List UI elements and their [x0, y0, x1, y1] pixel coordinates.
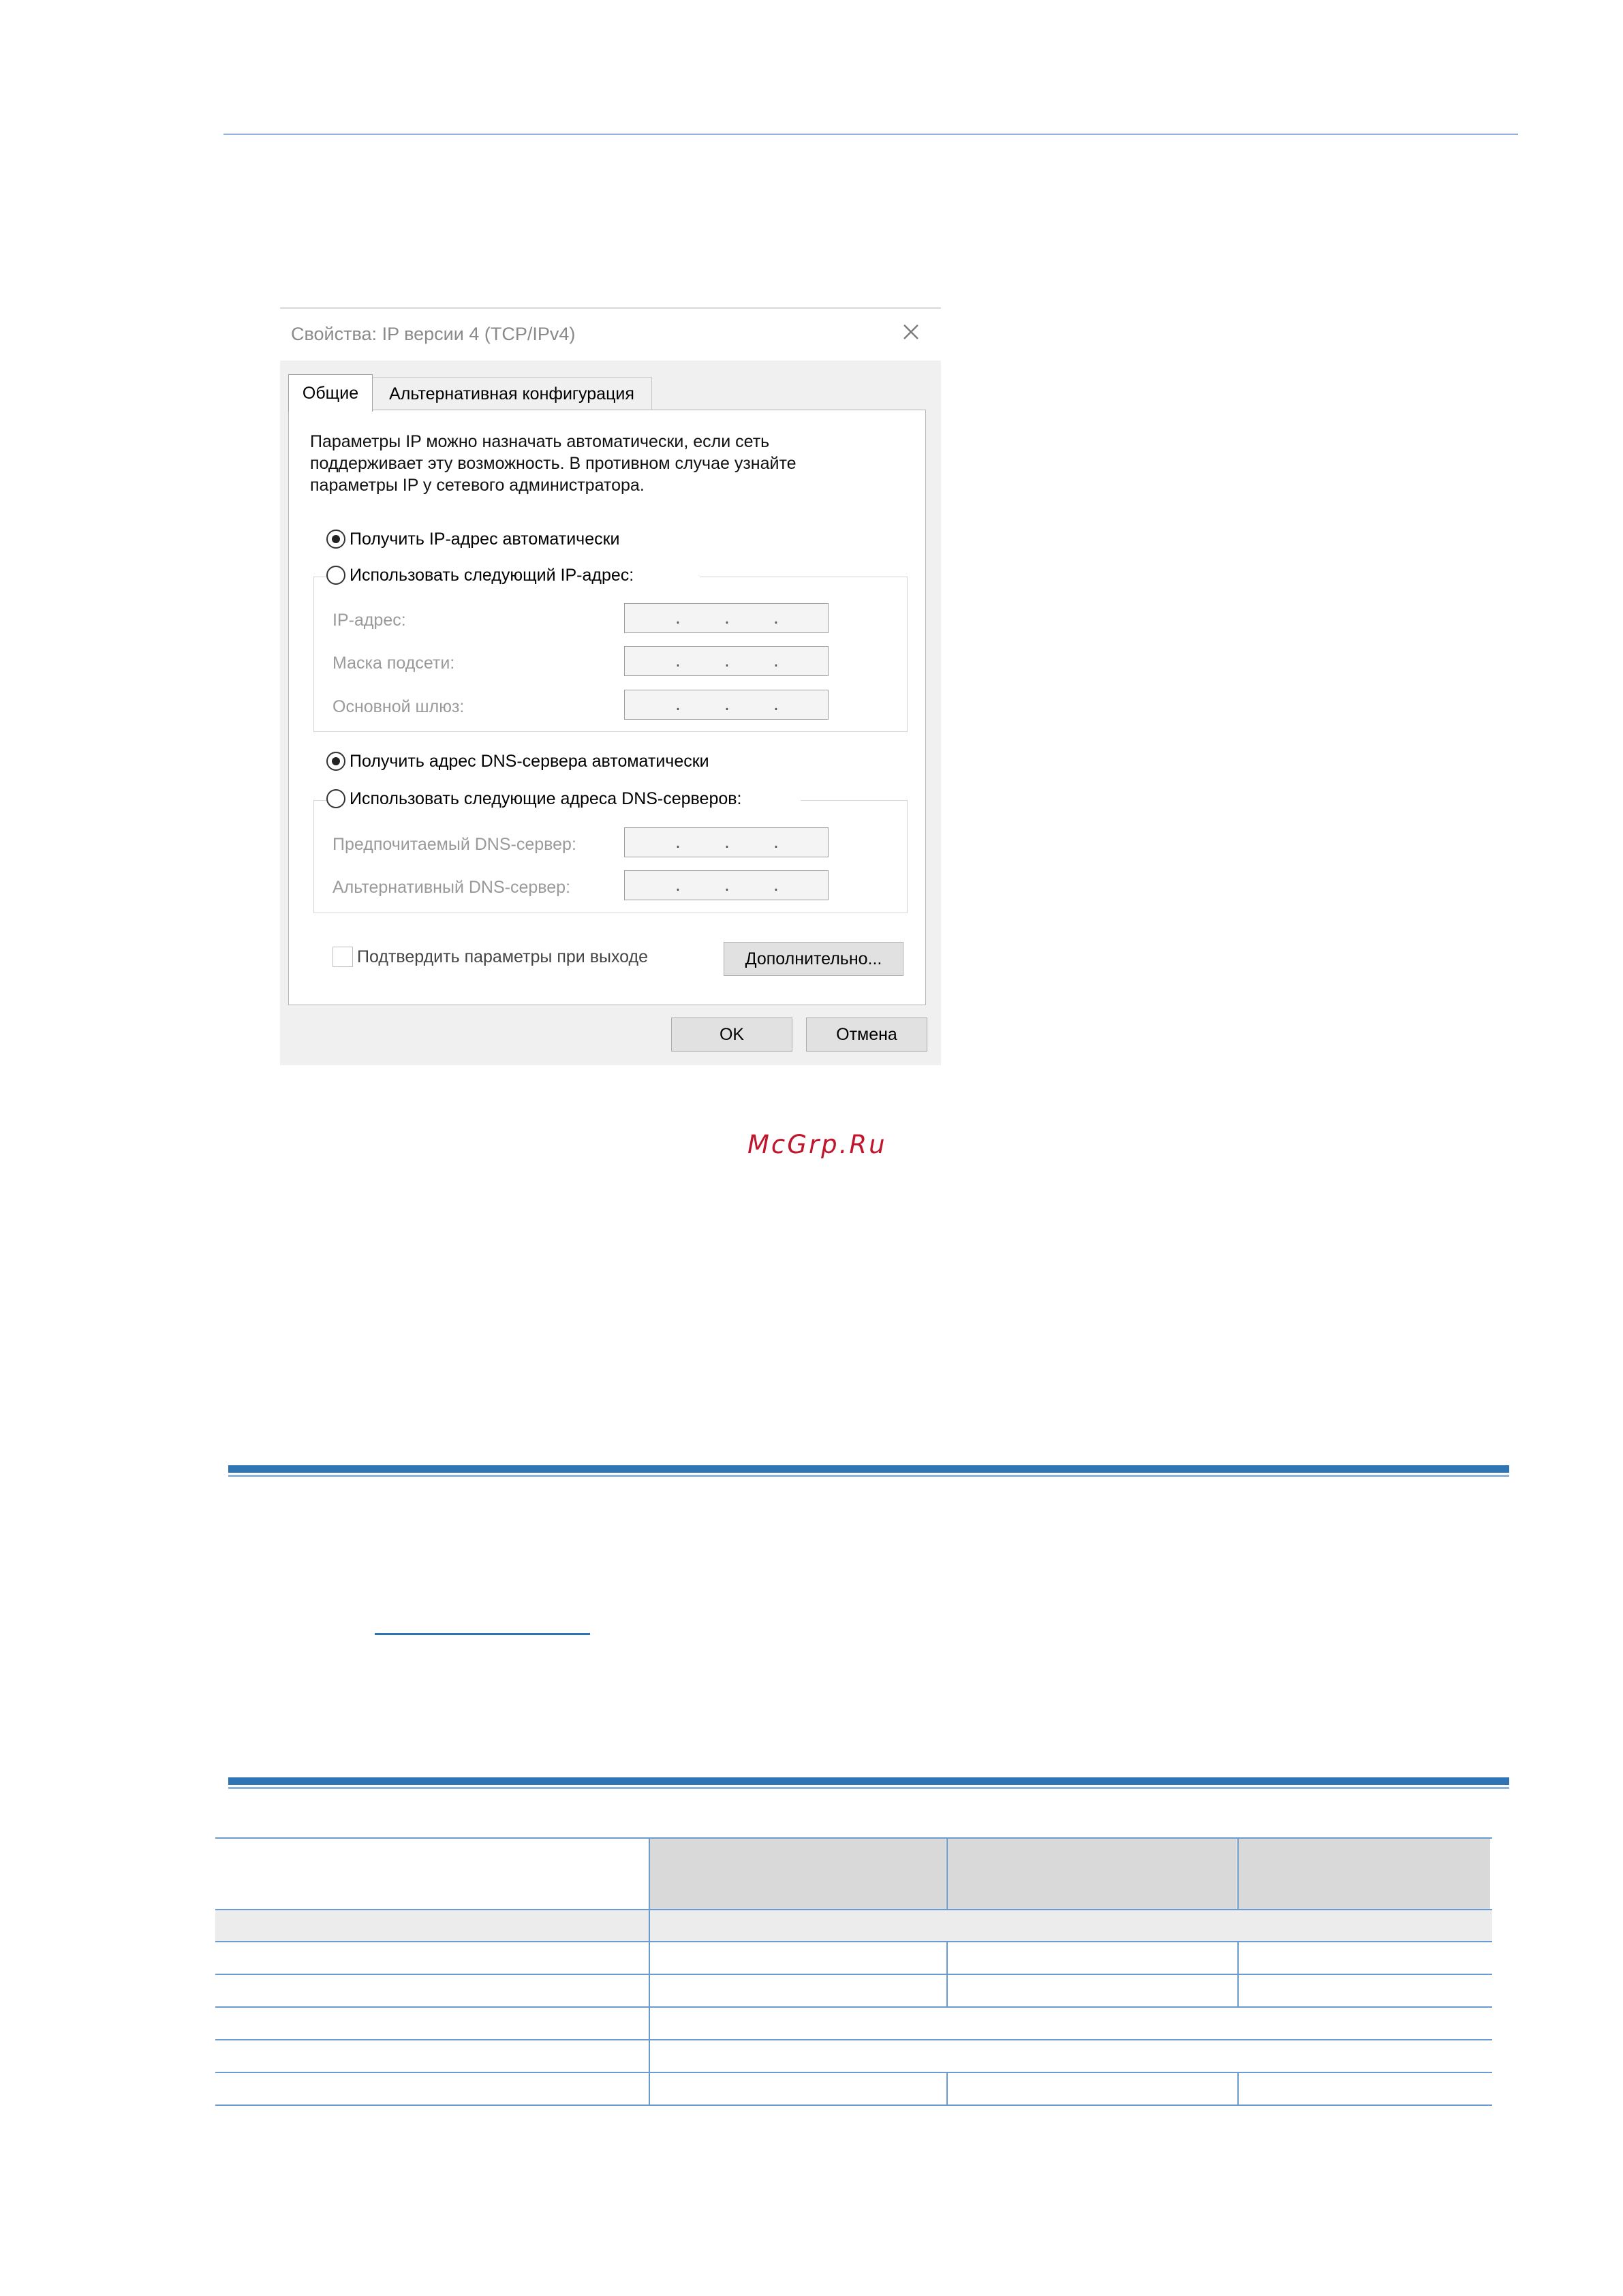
table-header-cell [947, 1837, 1237, 1909]
default-gateway-input: . . . [624, 690, 829, 720]
description-line-3: параметры IP у сетевого администратора. [310, 476, 645, 495]
radio-selected-icon [326, 752, 345, 771]
dialog-titlebar [280, 309, 941, 361]
cancel-button[interactable]: Отмена [806, 1017, 927, 1052]
tab-general[interactable]: Общие [288, 374, 373, 412]
radio-dns-manual[interactable] [326, 786, 801, 811]
ip-address-label: IP-адрес: [333, 611, 406, 630]
description-line-2: поддерживает эту возможность. В противном случае узнайте [310, 454, 797, 473]
table-row [215, 1974, 1492, 1975]
watermark: McGrp.Ru [747, 1130, 887, 1159]
validate-settings-label: Подтвердить параметры при выходе [357, 947, 649, 966]
subnet-mask-label: Маска подсети: [333, 654, 455, 673]
tab-alternate-configuration[interactable]: Альтернативная конфигурация [371, 377, 652, 410]
radio-unselected-icon [326, 566, 345, 585]
radio-ip-manual[interactable] [326, 563, 700, 587]
ipv4-properties-dialog [280, 307, 941, 1065]
checkbox-icon [333, 947, 353, 967]
radio-dns-auto[interactable] [326, 750, 762, 773]
alternate-dns-label: Альтернативный DNS-сервер: [333, 878, 571, 897]
radio-unselected-icon [326, 789, 345, 808]
alternate-dns-input: . . . [624, 870, 829, 900]
radio-ip-auto-label: Получить IP-адрес автоматически [350, 529, 620, 549]
default-gateway-label: Основной шлюз: [333, 697, 465, 716]
table-row [215, 2104, 1492, 2106]
table-header-cell [1238, 1837, 1490, 1909]
description-line-1: Параметры IP можно назначать автоматически, если сеть [310, 432, 770, 451]
radio-ip-auto[interactable] [326, 527, 640, 551]
radio-ip-manual-label: Использовать следующий IP-адрес: [350, 565, 634, 585]
section-rule-2 [228, 1777, 1509, 1789]
ip-address-input: . . . [624, 603, 829, 633]
header-rule [223, 134, 1518, 135]
close-icon[interactable] [897, 318, 925, 346]
dialog-title: Свойства: IP версии 4 (TCP/IPv4) [291, 324, 576, 344]
table-header-cell [649, 1837, 946, 1909]
spec-table [215, 1837, 1492, 2107]
table-row [215, 2072, 1492, 2073]
radio-dns-manual-label: Использовать следующие адреса DNS-серверов: [350, 789, 742, 808]
preferred-dns-input: . . . [624, 827, 829, 857]
hyperlink-underline[interactable] [375, 1633, 590, 1635]
ok-button[interactable]: OK [671, 1017, 792, 1052]
radio-dns-auto-label: Получить адрес DNS-сервера автоматически [350, 751, 709, 771]
section-rule-1 [228, 1465, 1509, 1477]
table-row [215, 2039, 1492, 2040]
radio-selected-icon [326, 530, 345, 549]
subnet-mask-input: . . . [624, 646, 829, 676]
advanced-button[interactable]: Дополнительно... [724, 942, 903, 976]
table-row [215, 1941, 1492, 1942]
validate-settings-checkbox[interactable] [333, 945, 673, 969]
general-tab-panel [288, 410, 926, 1005]
table-section-row [215, 1910, 1492, 1941]
preferred-dns-label: Предпочитаемый DNS-сервер: [333, 835, 576, 854]
table-row [215, 2006, 1492, 2008]
